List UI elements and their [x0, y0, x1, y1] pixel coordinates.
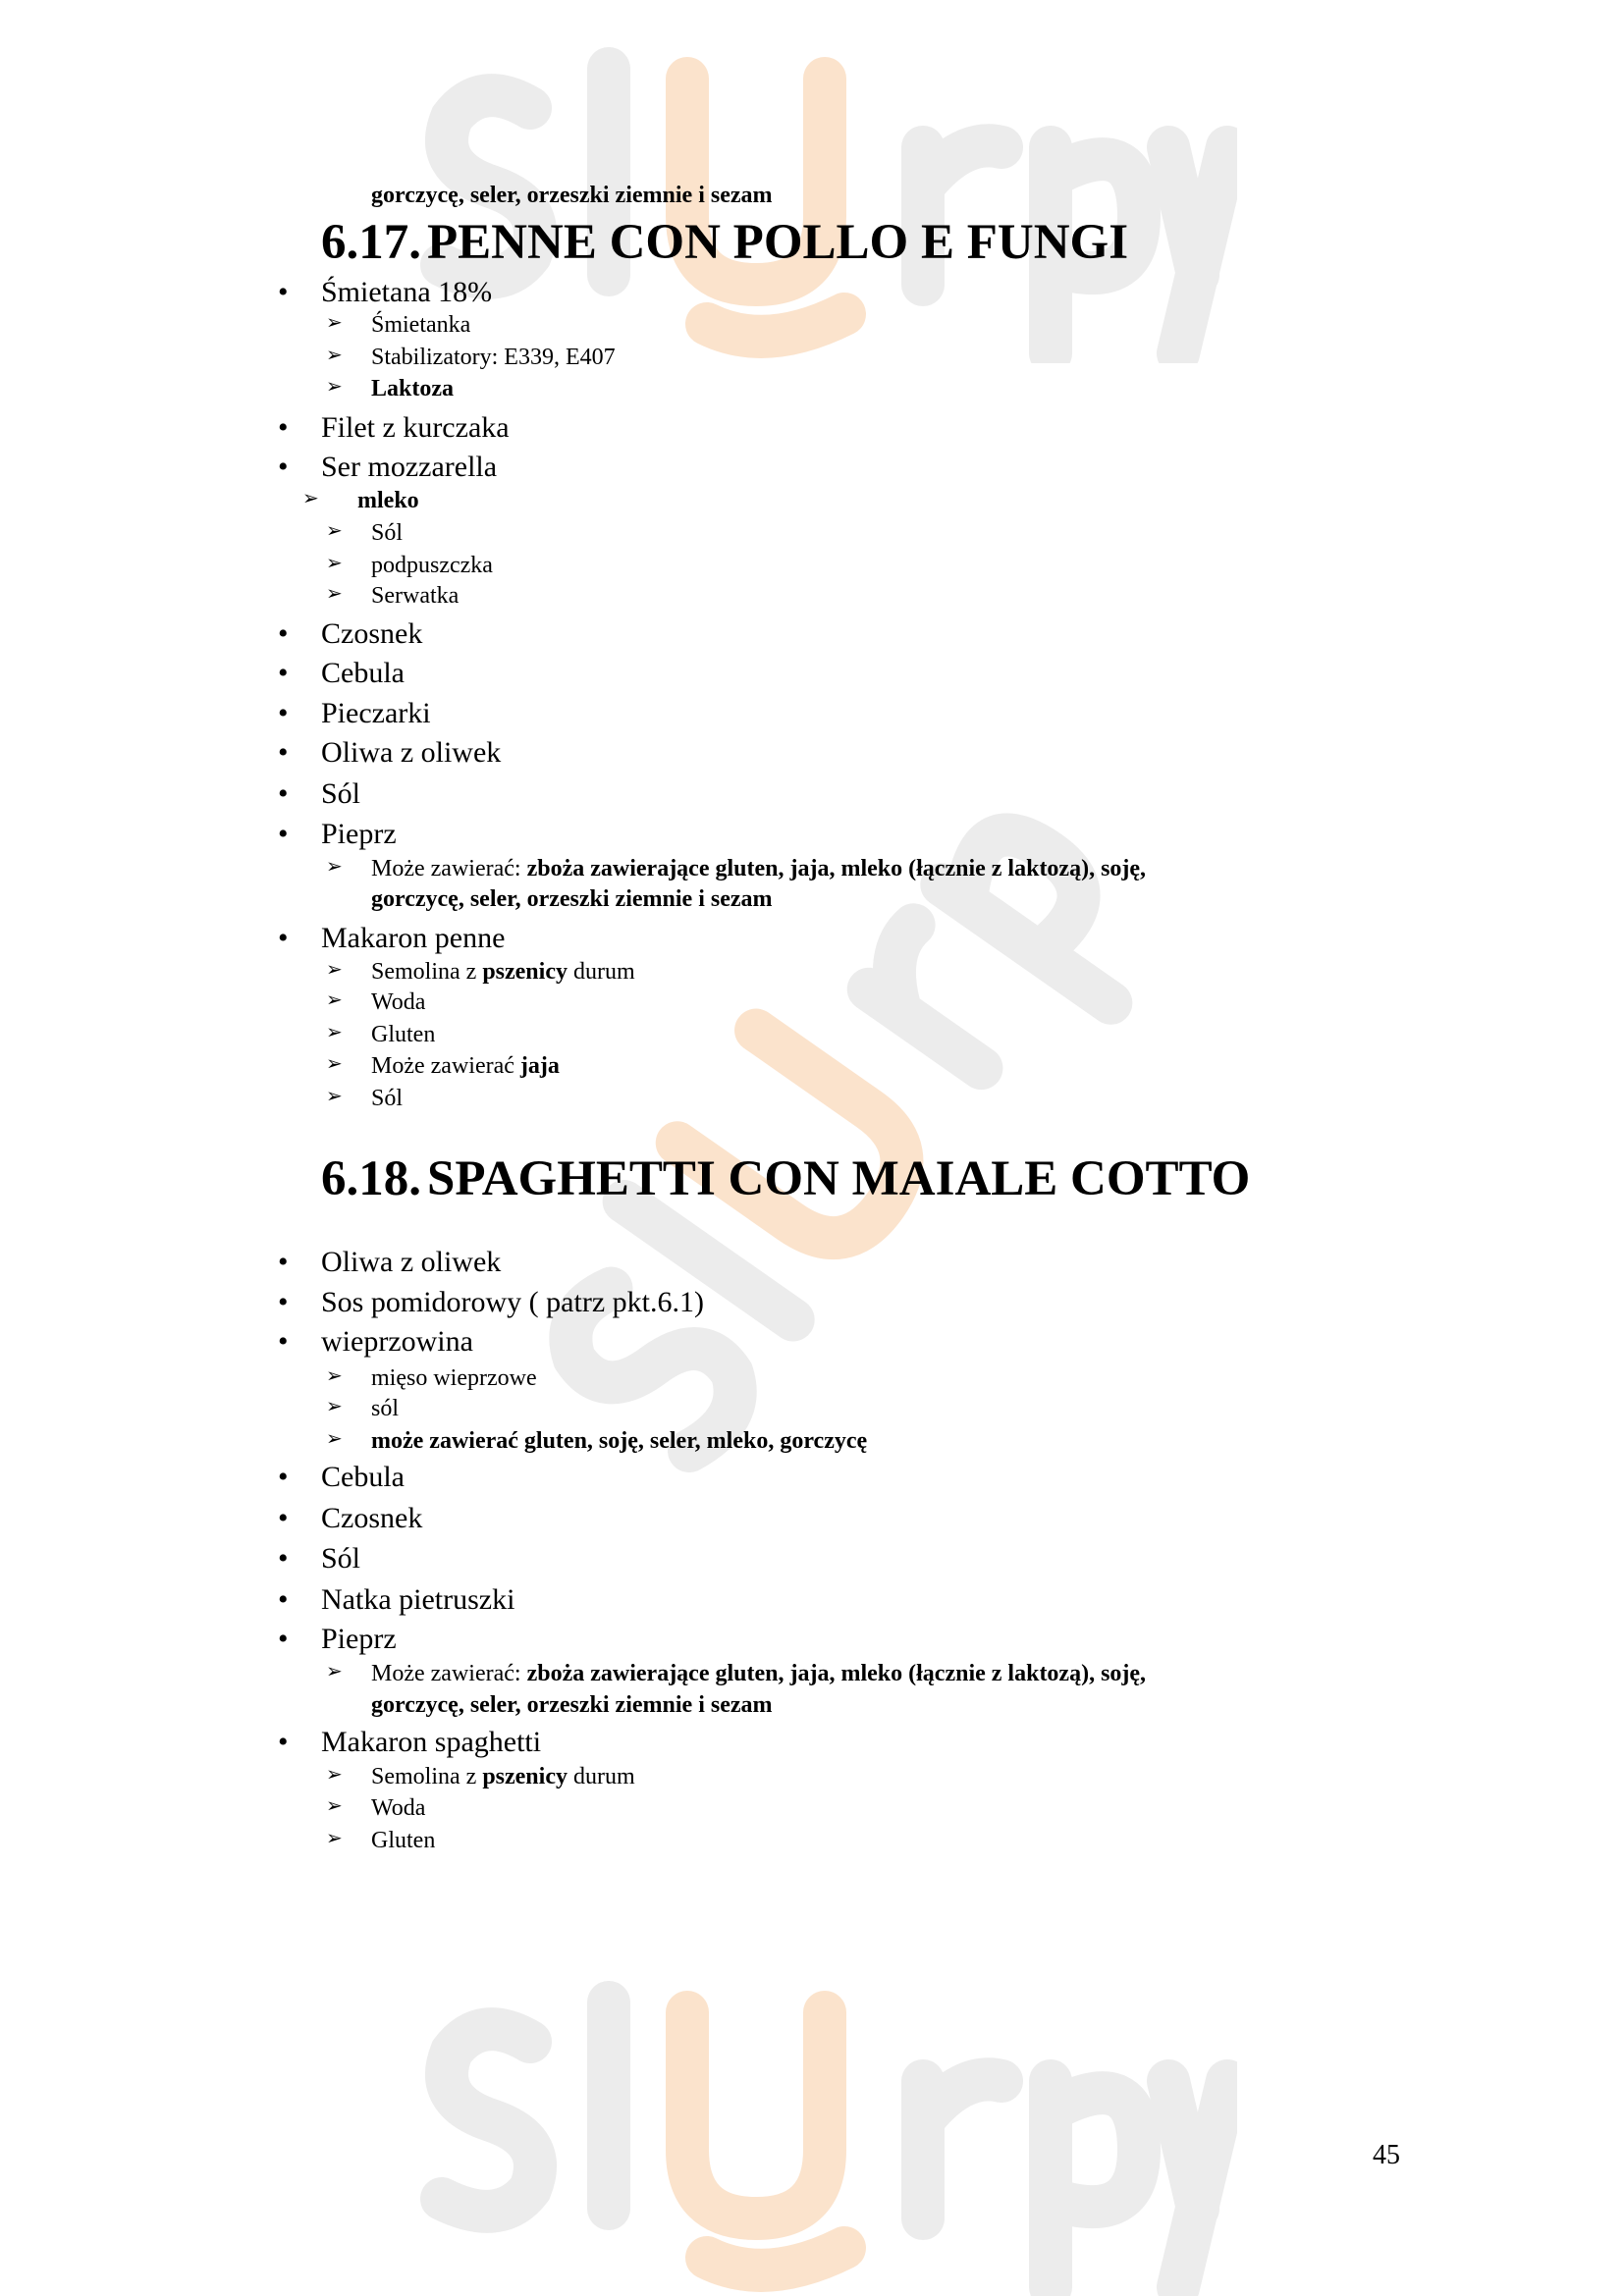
bold-text: zboża zawierające gluten, jaja, mleko (łącznie z laktozą), soję, — [526, 856, 1147, 881]
sub-ingredient-item — [371, 1054, 560, 1078]
text: Filet z kurczaka — [321, 411, 510, 444]
bold-text: mleko — [357, 488, 419, 513]
section-title: SPAGHETTI CON MAIALE COTTO — [427, 1151, 1251, 1206]
sub-ingredient-item — [371, 1429, 867, 1453]
section-number: 6.18. — [321, 1151, 421, 1206]
text: Pieprz — [321, 818, 397, 850]
list-item-continuation — [371, 1693, 773, 1717]
text: Pieczarki — [321, 697, 431, 729]
ingredient-item — [321, 1625, 397, 1654]
text: Sól — [321, 777, 361, 810]
ingredient-item — [321, 453, 497, 482]
sub-ingredient-item — [371, 857, 1146, 881]
ingredient-item — [321, 1463, 405, 1492]
sub-ingredient-item — [371, 1366, 537, 1390]
sub-ingredient-item — [371, 554, 493, 577]
bold-text: pszenicy — [482, 959, 568, 985]
text: Semolina z — [371, 1764, 483, 1789]
sub-ingredient-item — [371, 1397, 399, 1420]
ingredient-item — [321, 1327, 473, 1357]
text: Śmietanka — [371, 312, 471, 338]
text: Sól — [371, 520, 404, 546]
bold-text: pszenicy — [482, 1764, 568, 1789]
sub-ingredient-item — [371, 346, 616, 369]
text: Cebula — [321, 657, 405, 689]
text: sól — [371, 1396, 400, 1421]
sub-ingredient-item — [371, 521, 403, 545]
text: durum — [567, 959, 635, 985]
sub-ingredient-item — [371, 1829, 435, 1852]
ingredient-item — [321, 413, 510, 443]
sub-ingredient-item — [371, 584, 459, 608]
sub-ingredient-item — [371, 1087, 403, 1110]
ingredient-item — [321, 1544, 360, 1574]
text: Czosnek — [321, 617, 423, 650]
text: Makaron penne — [321, 922, 506, 954]
text: Może zawierać: — [371, 856, 527, 881]
bold-text: może zawierać gluten, soję, seler, mleko, gorczycę — [371, 1428, 868, 1454]
text: Stabilizatory: E339, E407 — [371, 345, 616, 370]
sub-ingredient-item — [371, 377, 454, 400]
ingredient-item — [321, 779, 360, 809]
bold-text: zboża zawierające gluten, jaja, mleko (łącznie z laktozą), soję, — [526, 1661, 1147, 1686]
ingredient-item — [321, 1248, 501, 1277]
sub-ingredient-item — [371, 313, 470, 337]
ingredient-item — [321, 699, 431, 728]
text: Gluten — [371, 1828, 436, 1853]
text: Sól — [371, 1086, 404, 1111]
ingredient-item — [321, 1585, 514, 1615]
text: Semolina z — [371, 959, 483, 985]
ingredient-item — [321, 278, 492, 307]
bold-text: gorczycę, seler, orzeszki ziemnie i sezam — [371, 1692, 773, 1718]
text: Pieprz — [321, 1623, 397, 1655]
section-heading — [321, 215, 1129, 270]
sub-ingredient-item — [371, 990, 425, 1014]
text: Gluten — [371, 1022, 436, 1047]
sub-ingredient-item — [371, 1662, 1146, 1685]
text: Może zawierać — [371, 1053, 520, 1079]
sub-ingredient-item — [357, 489, 419, 512]
bold-text: Laktoza — [371, 376, 454, 401]
list-item-continuation — [371, 887, 773, 911]
text: Ser mozzarella — [321, 451, 498, 483]
ingredient-item — [321, 1288, 704, 1317]
section-title: PENNE CON POLLO E FUNGI — [427, 215, 1129, 270]
bold-text: jaja — [519, 1053, 560, 1079]
text: wieprzowina — [321, 1325, 473, 1358]
section-number: 6.17. — [321, 215, 421, 270]
sub-ingredient-item — [371, 1765, 635, 1789]
ingredient-item — [321, 1504, 422, 1533]
sub-ingredient-item — [371, 1023, 435, 1046]
text: Czosnek — [321, 1502, 423, 1534]
ingredient-item — [321, 1728, 541, 1757]
text: Woda — [371, 989, 426, 1015]
bold-text: gorczycę, seler, orzeszki ziemnie i sezam — [371, 886, 773, 912]
list-item-continuation — [371, 184, 773, 207]
text: Makaron spaghetti — [321, 1726, 542, 1758]
text: Oliwa z oliwek — [321, 1246, 502, 1278]
ingredient-item — [321, 820, 397, 849]
ingredient-item — [321, 738, 501, 768]
text: Sos pomidorowy ( patrz pkt.6.1) — [321, 1286, 704, 1318]
text: Może zawierać: — [371, 1661, 527, 1686]
text: podpuszczka — [371, 553, 493, 578]
sub-ingredient-item — [371, 960, 635, 984]
text: durum — [567, 1764, 635, 1789]
text: Cebula — [321, 1461, 405, 1493]
text: Sól — [321, 1542, 361, 1575]
watermark-logo-bottom — [412, 1973, 1237, 2296]
sub-ingredient-item — [371, 1796, 425, 1820]
section-heading — [321, 1151, 1251, 1206]
text: Woda — [371, 1795, 426, 1821]
text: Serwatka — [371, 583, 460, 609]
bold-text: gorczycę, seler, orzeszki ziemnie i sezam — [371, 183, 773, 208]
text: Oliwa z oliwek — [321, 736, 502, 769]
ingredient-item — [321, 924, 505, 953]
ingredient-item — [321, 659, 405, 688]
text: mięso wieprzowe — [371, 1365, 537, 1391]
text: Natka pietruszki — [321, 1583, 515, 1616]
ingredient-item — [321, 619, 422, 649]
page-number: 45 — [1373, 2140, 1400, 2170]
text: Śmietana 18% — [321, 276, 493, 308]
